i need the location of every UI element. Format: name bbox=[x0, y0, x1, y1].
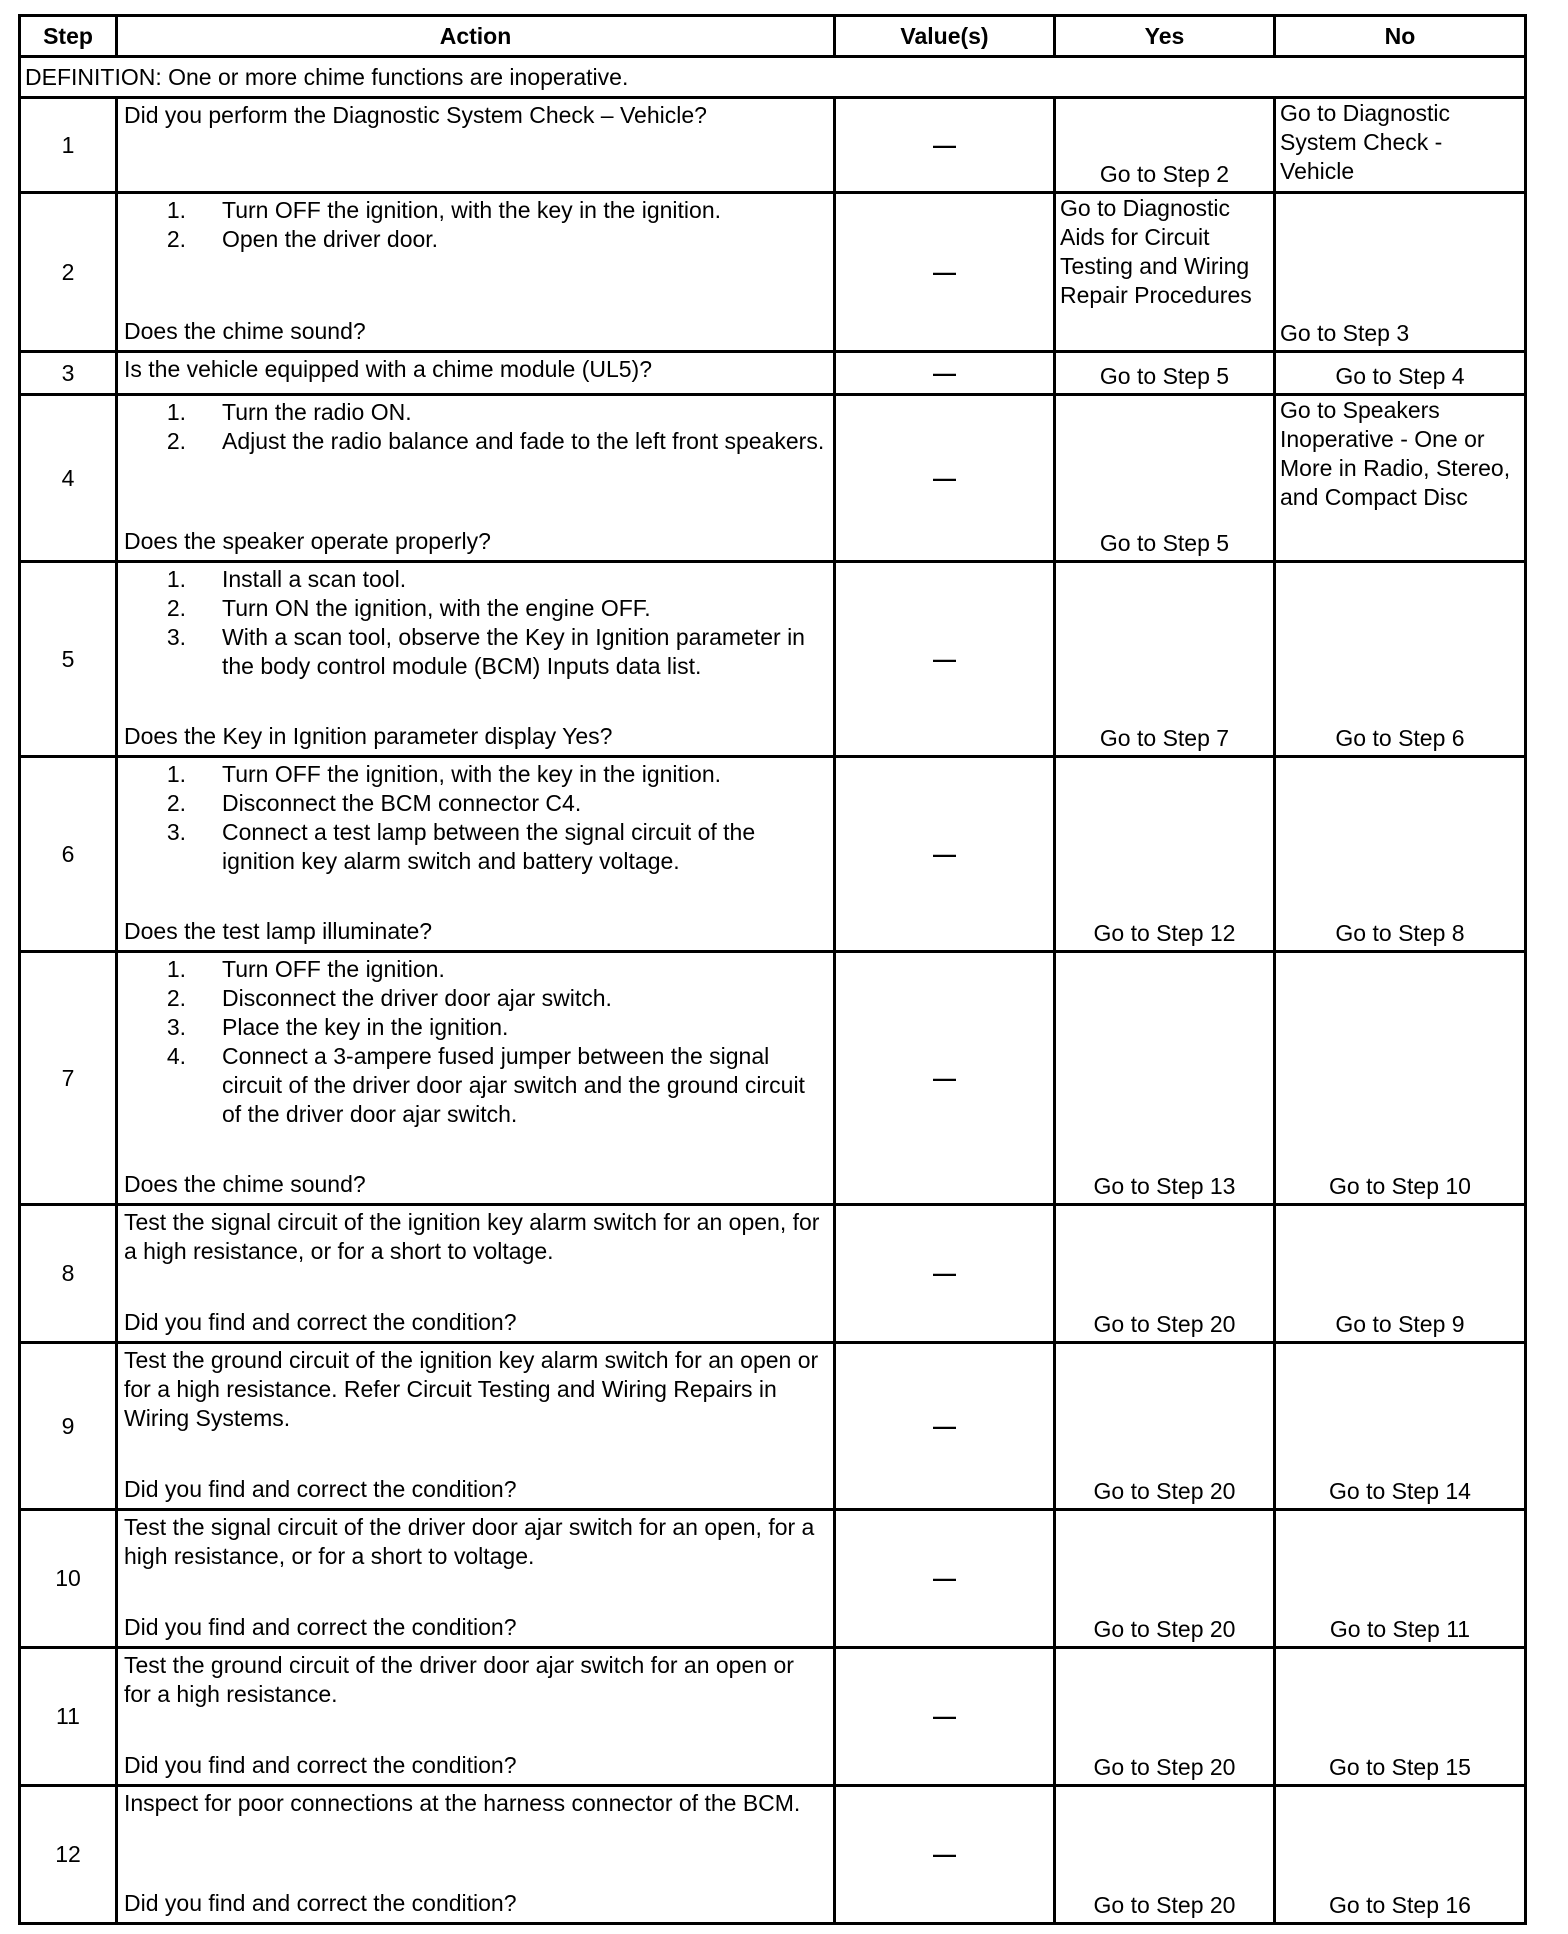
header-row bbox=[20, 16, 1526, 57]
action-step-text: Install a scan tool. bbox=[222, 566, 407, 592]
action-step-item bbox=[124, 623, 825, 681]
action-step-text: Turn OFF the ignition. bbox=[222, 956, 445, 982]
action-cell bbox=[117, 952, 835, 1205]
header-action: Action bbox=[117, 16, 835, 57]
value-cell: — bbox=[835, 1786, 1055, 1924]
action-step-text: Disconnect the driver door ajar switch. bbox=[222, 985, 612, 1011]
action-step-text: With a scan tool, observe the Key in Ignition parameter in the body control module (BCM) Inputs data list. bbox=[222, 624, 805, 679]
action-cell bbox=[117, 193, 835, 352]
no-cell: Go to Speakers Inoperative - One or More in Radio, Stereo, and Compact Disc bbox=[1275, 395, 1526, 562]
action-question: Does the chime sound? bbox=[124, 318, 366, 344]
table-row bbox=[20, 1786, 1526, 1924]
action-text: Is the vehicle equipped with a chime module (UL5)? bbox=[124, 356, 653, 382]
action-step-text: Turn ON the ignition, with the engine OFF. bbox=[222, 595, 651, 621]
yes-cell: Go to Step 7 bbox=[1055, 562, 1275, 757]
yes-cell: Go to Step 20 bbox=[1055, 1205, 1275, 1343]
action-step-text: Connect a test lamp between the signal circuit of the ignition key alarm switch and battery voltage. bbox=[222, 819, 756, 874]
no-cell: Go to Step 6 bbox=[1275, 562, 1526, 757]
yes-cell: Go to Step 20 bbox=[1055, 1510, 1275, 1648]
action-step-item bbox=[124, 1013, 825, 1042]
action-question: Did you find and correct the condition? bbox=[124, 1309, 517, 1335]
action-steps bbox=[124, 398, 825, 456]
no-cell: Go to Step 8 bbox=[1275, 757, 1526, 952]
step-number: 3 bbox=[20, 352, 117, 395]
table-row bbox=[20, 98, 1526, 193]
value-cell: — bbox=[835, 1648, 1055, 1786]
action-step-number: 1. bbox=[166, 566, 186, 592]
action-step-number: 3. bbox=[166, 624, 186, 650]
action-question: Does the speaker operate properly? bbox=[124, 528, 491, 554]
step-number: 5 bbox=[20, 562, 117, 757]
table-row bbox=[20, 1648, 1526, 1786]
step-number: 1 bbox=[20, 98, 117, 193]
action-step-item bbox=[124, 427, 825, 456]
yes-cell: Go to Step 20 bbox=[1055, 1786, 1275, 1924]
step-number: 9 bbox=[20, 1343, 117, 1510]
action-step-item bbox=[124, 789, 825, 818]
value-cell: — bbox=[835, 562, 1055, 757]
step-number: 12 bbox=[20, 1786, 117, 1924]
yes-cell: Go to Step 12 bbox=[1055, 757, 1275, 952]
action-step-text: Turn OFF the ignition, with the key in the ignition. bbox=[222, 761, 722, 787]
action-step-item bbox=[124, 1042, 825, 1129]
no-cell: Go to Step 16 bbox=[1275, 1786, 1526, 1924]
action-cell bbox=[117, 395, 835, 562]
action-cell bbox=[117, 1343, 835, 1510]
no-cell: Go to Step 10 bbox=[1275, 952, 1526, 1205]
action-steps bbox=[124, 565, 825, 681]
action-steps bbox=[124, 196, 825, 254]
no-cell: Go to Step 15 bbox=[1275, 1648, 1526, 1786]
diagnostic-table bbox=[18, 14, 1527, 1925]
action-step-item bbox=[124, 955, 825, 984]
table-row bbox=[20, 1510, 1526, 1648]
action-question: Does the test lamp illuminate? bbox=[124, 918, 433, 944]
action-cell bbox=[117, 1648, 835, 1786]
action-text: Test the ground circuit of the ignition key alarm switch for an open or for a high resistance. Refer Circuit Testing and Wiring Repairs in Wiring Systems. bbox=[124, 1347, 819, 1431]
header-step: Step bbox=[20, 16, 117, 57]
action-cell bbox=[117, 352, 835, 395]
action-step-item bbox=[124, 984, 825, 1013]
action-step-text: Open the driver door. bbox=[222, 226, 439, 252]
action-text: Test the signal circuit of the ignition key alarm switch for an open, for a high resistance, or for a short to voltage. bbox=[124, 1209, 820, 1264]
action-steps bbox=[124, 760, 825, 876]
action-cell bbox=[117, 1786, 835, 1924]
step-number: 10 bbox=[20, 1510, 117, 1648]
action-step-number: 3. bbox=[166, 819, 186, 845]
action-step-number: 4. bbox=[166, 1043, 186, 1069]
action-cell bbox=[117, 562, 835, 757]
action-step-number: 1. bbox=[166, 197, 186, 223]
action-step-number: 2. bbox=[166, 790, 186, 816]
action-step-text: Connect a 3-ampere fused jumper between the signal circuit of the driver door ajar switch and the ground circuit of the driver door ajar switch. bbox=[222, 1043, 805, 1127]
action-question: Does the chime sound? bbox=[124, 1171, 366, 1197]
table-row bbox=[20, 1343, 1526, 1510]
action-step-text: Place the key in the ignition. bbox=[222, 1014, 509, 1040]
header-yes: Yes bbox=[1055, 16, 1275, 57]
action-step-item bbox=[124, 398, 825, 427]
table-row bbox=[20, 1205, 1526, 1343]
table-row bbox=[20, 562, 1526, 757]
definition-text: DEFINITION: One or more chime functions are inoperative. bbox=[20, 57, 1526, 98]
action-cell bbox=[117, 1205, 835, 1343]
action-question: Does the Key in Ignition parameter display Yes? bbox=[124, 723, 613, 749]
header-no: No bbox=[1275, 16, 1526, 57]
action-step-item bbox=[124, 818, 825, 876]
action-question: Did you find and correct the condition? bbox=[124, 1614, 517, 1640]
action-step-text: Turn the radio ON. bbox=[222, 399, 412, 425]
no-cell: Go to Step 14 bbox=[1275, 1343, 1526, 1510]
yes-cell: Go to Step 20 bbox=[1055, 1648, 1275, 1786]
action-step-item bbox=[124, 196, 825, 225]
table-row bbox=[20, 757, 1526, 952]
action-step-text: Adjust the radio balance and fade to the left front speakers. bbox=[222, 428, 825, 454]
action-step-number: 2. bbox=[166, 428, 186, 454]
value-cell: — bbox=[835, 952, 1055, 1205]
action-step-text: Turn OFF the ignition, with the key in the ignition. bbox=[222, 197, 722, 223]
action-step-text: Disconnect the BCM connector C4. bbox=[222, 790, 582, 816]
step-number: 6 bbox=[20, 757, 117, 952]
action-cell bbox=[117, 98, 835, 193]
action-step-number: 1. bbox=[166, 761, 186, 787]
value-cell: — bbox=[835, 1510, 1055, 1648]
value-cell: — bbox=[835, 98, 1055, 193]
table-row bbox=[20, 352, 1526, 395]
header-values: Value(s) bbox=[835, 16, 1055, 57]
no-cell: Go to Step 4 bbox=[1275, 352, 1526, 395]
action-step-number: 1. bbox=[166, 956, 186, 982]
action-step-number: 3. bbox=[166, 1014, 186, 1040]
value-cell: — bbox=[835, 352, 1055, 395]
action-question: Did you find and correct the condition? bbox=[124, 1476, 517, 1502]
action-step-item bbox=[124, 594, 825, 623]
yes-cell: Go to Diagnostic Aids for Circuit Testing and Wiring Repair Procedures bbox=[1055, 193, 1275, 352]
action-step-item bbox=[124, 225, 825, 254]
value-cell: — bbox=[835, 395, 1055, 562]
action-step-item bbox=[124, 565, 825, 594]
action-steps bbox=[124, 955, 825, 1129]
value-cell: — bbox=[835, 757, 1055, 952]
no-cell: Go to Diagnostic System Check - Vehicle bbox=[1275, 98, 1526, 193]
action-step-item bbox=[124, 760, 825, 789]
action-question: Did you find and correct the condition? bbox=[124, 1752, 517, 1778]
yes-cell: Go to Step 5 bbox=[1055, 352, 1275, 395]
definition-row bbox=[20, 57, 1526, 98]
step-number: 2 bbox=[20, 193, 117, 352]
no-cell: Go to Step 3 bbox=[1275, 193, 1526, 352]
yes-cell: Go to Step 2 bbox=[1055, 98, 1275, 193]
step-number: 4 bbox=[20, 395, 117, 562]
action-step-number: 2. bbox=[166, 595, 186, 621]
table-row bbox=[20, 395, 1526, 562]
action-step-number: 1. bbox=[166, 399, 186, 425]
yes-cell: Go to Step 5 bbox=[1055, 395, 1275, 562]
table-row bbox=[20, 952, 1526, 1205]
yes-cell: Go to Step 20 bbox=[1055, 1343, 1275, 1510]
step-number: 7 bbox=[20, 952, 117, 1205]
value-cell: — bbox=[835, 1343, 1055, 1510]
action-step-number: 2. bbox=[166, 985, 186, 1011]
action-step-number: 2. bbox=[166, 226, 186, 252]
action-text: Did you perform the Diagnostic System Check – Vehicle? bbox=[124, 102, 707, 128]
value-cell: — bbox=[835, 1205, 1055, 1343]
action-text: Test the ground circuit of the driver door ajar switch for an open or for a high resistance. bbox=[124, 1652, 794, 1707]
value-cell: — bbox=[835, 193, 1055, 352]
action-text: Test the signal circuit of the driver door ajar switch for an open, for a high resistance, or for a short to voltage. bbox=[124, 1514, 815, 1569]
table-row bbox=[20, 193, 1526, 352]
step-number: 8 bbox=[20, 1205, 117, 1343]
action-text: Inspect for poor connections at the harness connector of the BCM. bbox=[124, 1790, 801, 1816]
action-cell bbox=[117, 757, 835, 952]
yes-cell: Go to Step 13 bbox=[1055, 952, 1275, 1205]
action-cell bbox=[117, 1510, 835, 1648]
step-number: 11 bbox=[20, 1648, 117, 1786]
no-cell: Go to Step 9 bbox=[1275, 1205, 1526, 1343]
action-question: Did you find and correct the condition? bbox=[124, 1890, 517, 1916]
no-cell: Go to Step 11 bbox=[1275, 1510, 1526, 1648]
